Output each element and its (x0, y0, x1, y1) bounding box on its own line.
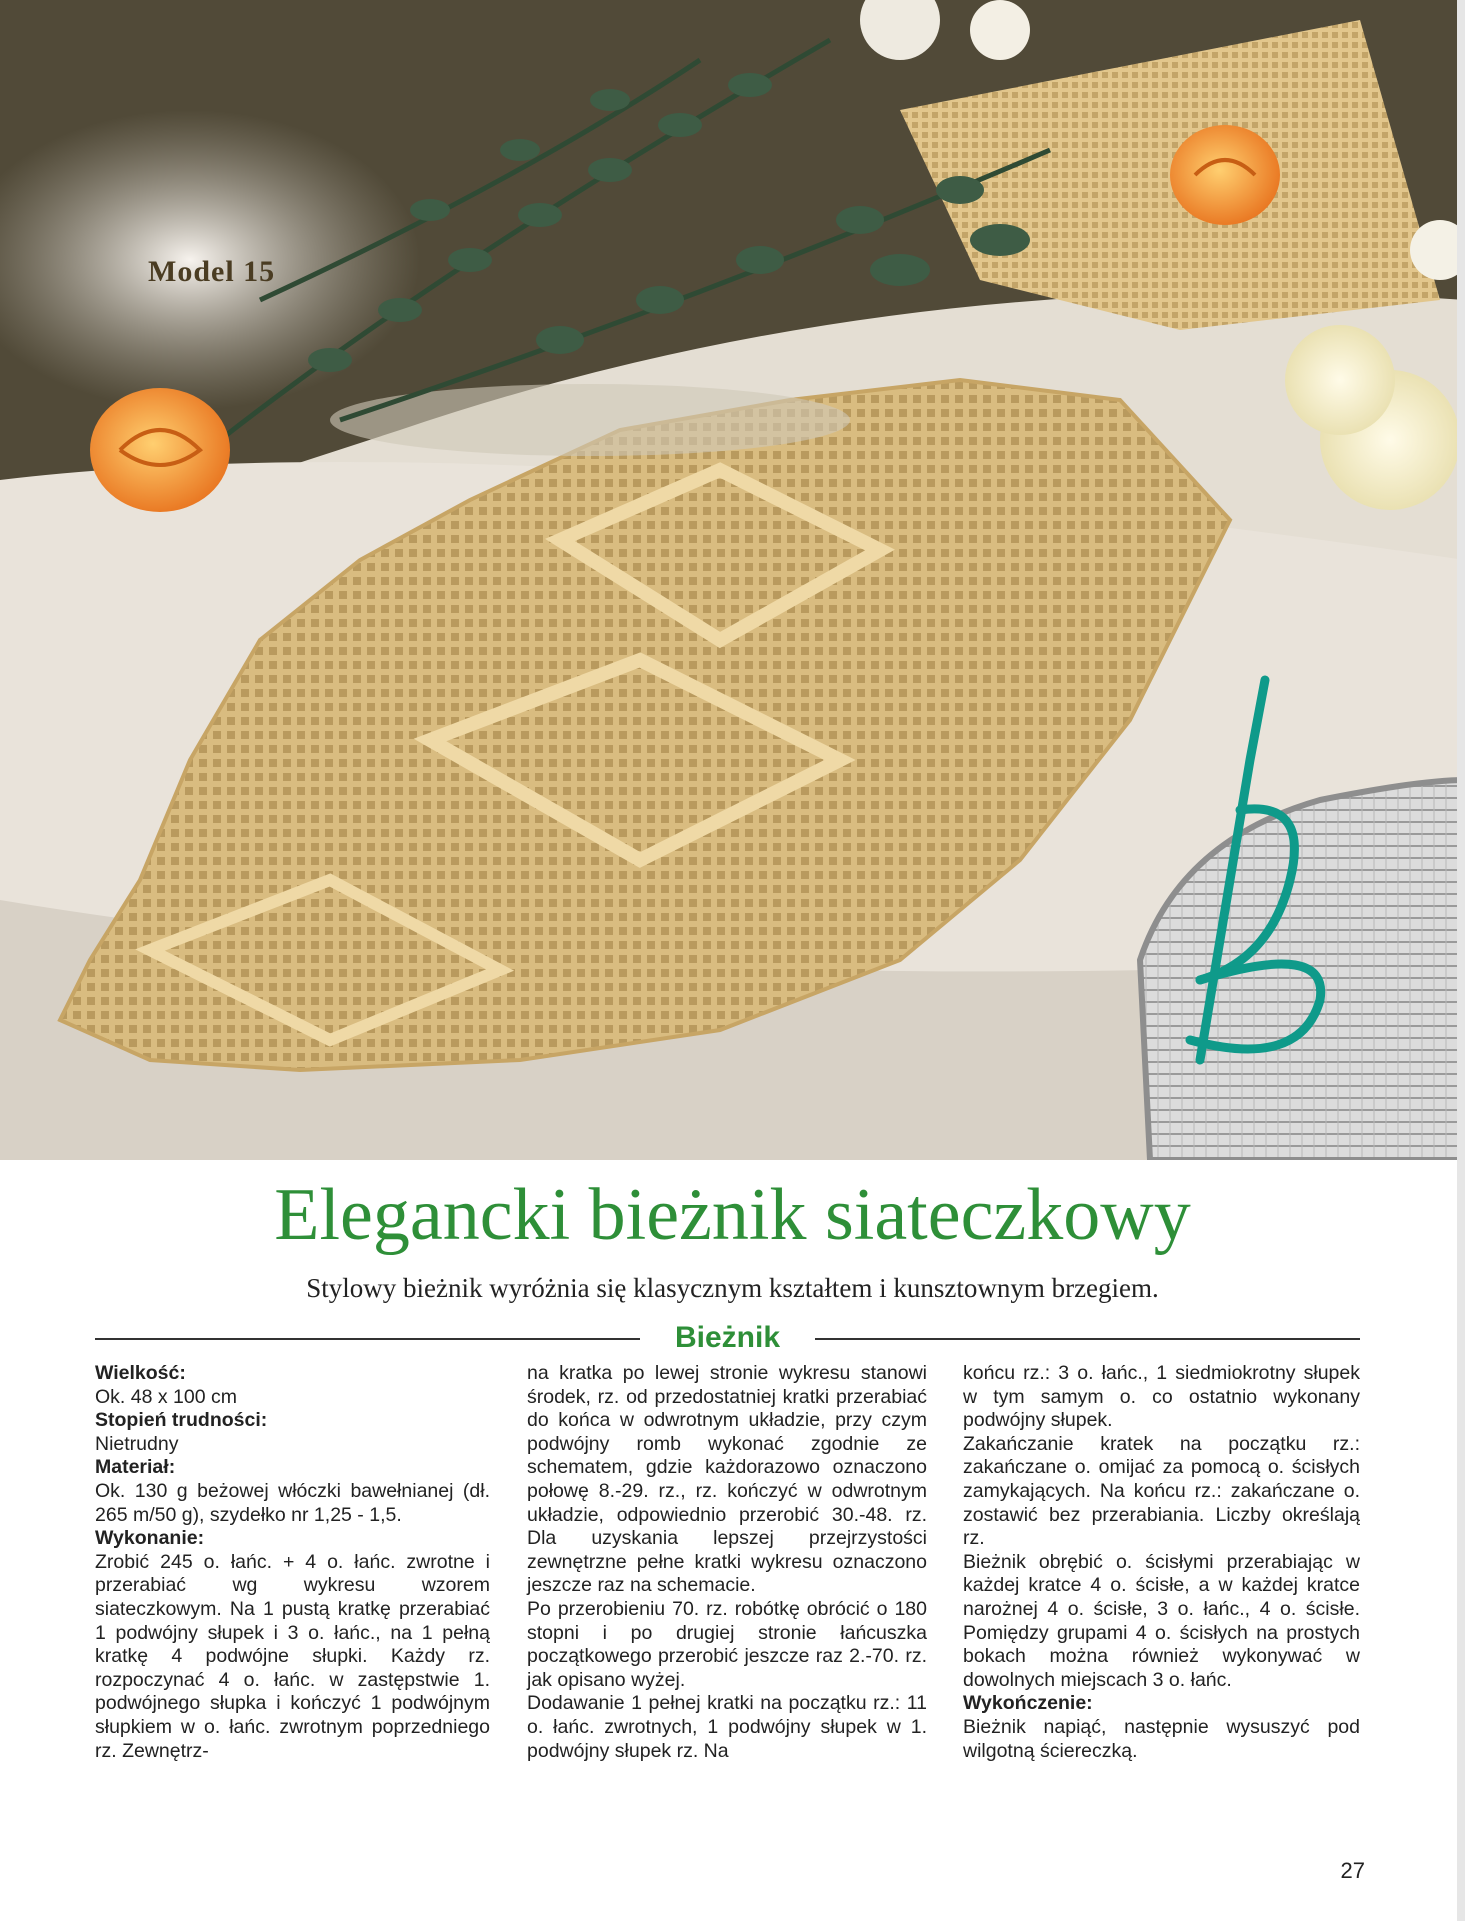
scan-edge (1457, 0, 1465, 1921)
text-column-1 (95, 1362, 490, 1763)
col3-paragraph-3: Bieżnik obrębić o. ścisłymi przerabiając w każdej kratce 4 o. ścisłe, a w każdej kratce narożnej 4 o. ścisłe, 3 o. łańc., 4 o. ścisłe. Pomiędzy grupami 4 o. ścisłych na prostych bokach można również wykonywać w dowolnych miejscach 3 o. łańc. (963, 1550, 1360, 1691)
col3-paragraph-2: Zakańczanie kratek na początku rz.: zakańczane o. omijać za pomocą o. ścisłych zamykających. Na końcu rz.: zakańczane o. zostawić bez przerabiania. Liczby określają rz. (963, 1432, 1360, 1550)
section-title: Bieżnik (674, 1321, 781, 1354)
article-title: Elegancki bieżnik siateczkowy (274, 1174, 1191, 1256)
col2-paragraph-1: na kratka po lewej stronie wykresu stanowi środek, rz. od przedostatniej kratki przerabiać do końca w odwrotnym układzie, przy czym podwójny romb wykonać zgodnie ze schematem, gdzie każdorazowo oznaczono połowę 8.-29. rz., rz. kończyć w odwrotnym układzie, odpowiednio przerobić 30.-48. rz. Dla uzyskania lepszej przejrzystości zewnętrzne pełne kratki wykresu oznaczono jeszcze raz na schemacie. (527, 1362, 927, 1597)
section-header (95, 1318, 1360, 1358)
col2-paragraph-3: Dodawanie 1 pełnej kratki na początku rz.: 11 o. łańc. zwrotnych, 1 podwójny słupek w 1. podwójny słupek rz. Na (527, 1692, 927, 1762)
text-column-2 (527, 1362, 927, 1763)
article-subtitle: Stylowy bieżnik wyróżnia się klasycznym kształtem i kunsztownym brzegiem. (306, 1273, 1159, 1303)
finish-label: Wykończenie: (963, 1692, 1093, 1715)
execution-label: Wykonanie: (95, 1527, 205, 1550)
material-value: Ok. 130 g beżowej włóczki bawełnianej (dł. 265 m/50 g), szydełko nr 1,25 - 1,5. (95, 1479, 490, 1526)
finish-text: Bieżnik napiąć, następnie wysuszyć pod wilgotną ściereczką. (963, 1715, 1360, 1762)
rose-right (1170, 125, 1280, 225)
model-label: Model 15 (148, 255, 276, 288)
material-label: Materiał: (95, 1456, 176, 1479)
size-label: Wielkość: (95, 1362, 186, 1384)
execution-text: Zrobić 245 o. łańc. + 4 o. łańc. zwrotne i przerabiać wg wykresu wzorem siateczkowym. Na 1 pustą kratkę przerabiać 1 podwójny słupek i 3 o. łańc., na 1 pełną kratkę 4 podwójne słupki. Każdy rz. rozpoczynać 4 o. łańc. w zastępstwie 1. podwójnego słupka i kończyć 1 podwójnym słupkiem w o. łańc. zwrotnym poprzedniego rz. Zewnętrz- (95, 1550, 490, 1762)
col3-paragraph-1: końcu rz.: 3 o. łańc., 1 siedmiokrotny słupek w tym samym o. co ostatnio wykonany podwójny słupek. (963, 1362, 1360, 1432)
difficulty-label: Stopień trudności: (95, 1409, 268, 1432)
text-column-3 (963, 1362, 1360, 1763)
col2-paragraph-2: Po przerobieniu 70. rz. robótkę obrócić o 180 stopni i po drugiej stronie łańcuszka początkowego przerobić jeszcze raz 2.-70. rz. jak opisano wyżej. (527, 1597, 927, 1691)
page-number: 27 (1340, 1858, 1365, 1883)
size-value: Ok. 48 x 100 cm (95, 1385, 237, 1408)
difficulty-value: Nietrudny (95, 1432, 179, 1455)
rose (90, 388, 230, 512)
